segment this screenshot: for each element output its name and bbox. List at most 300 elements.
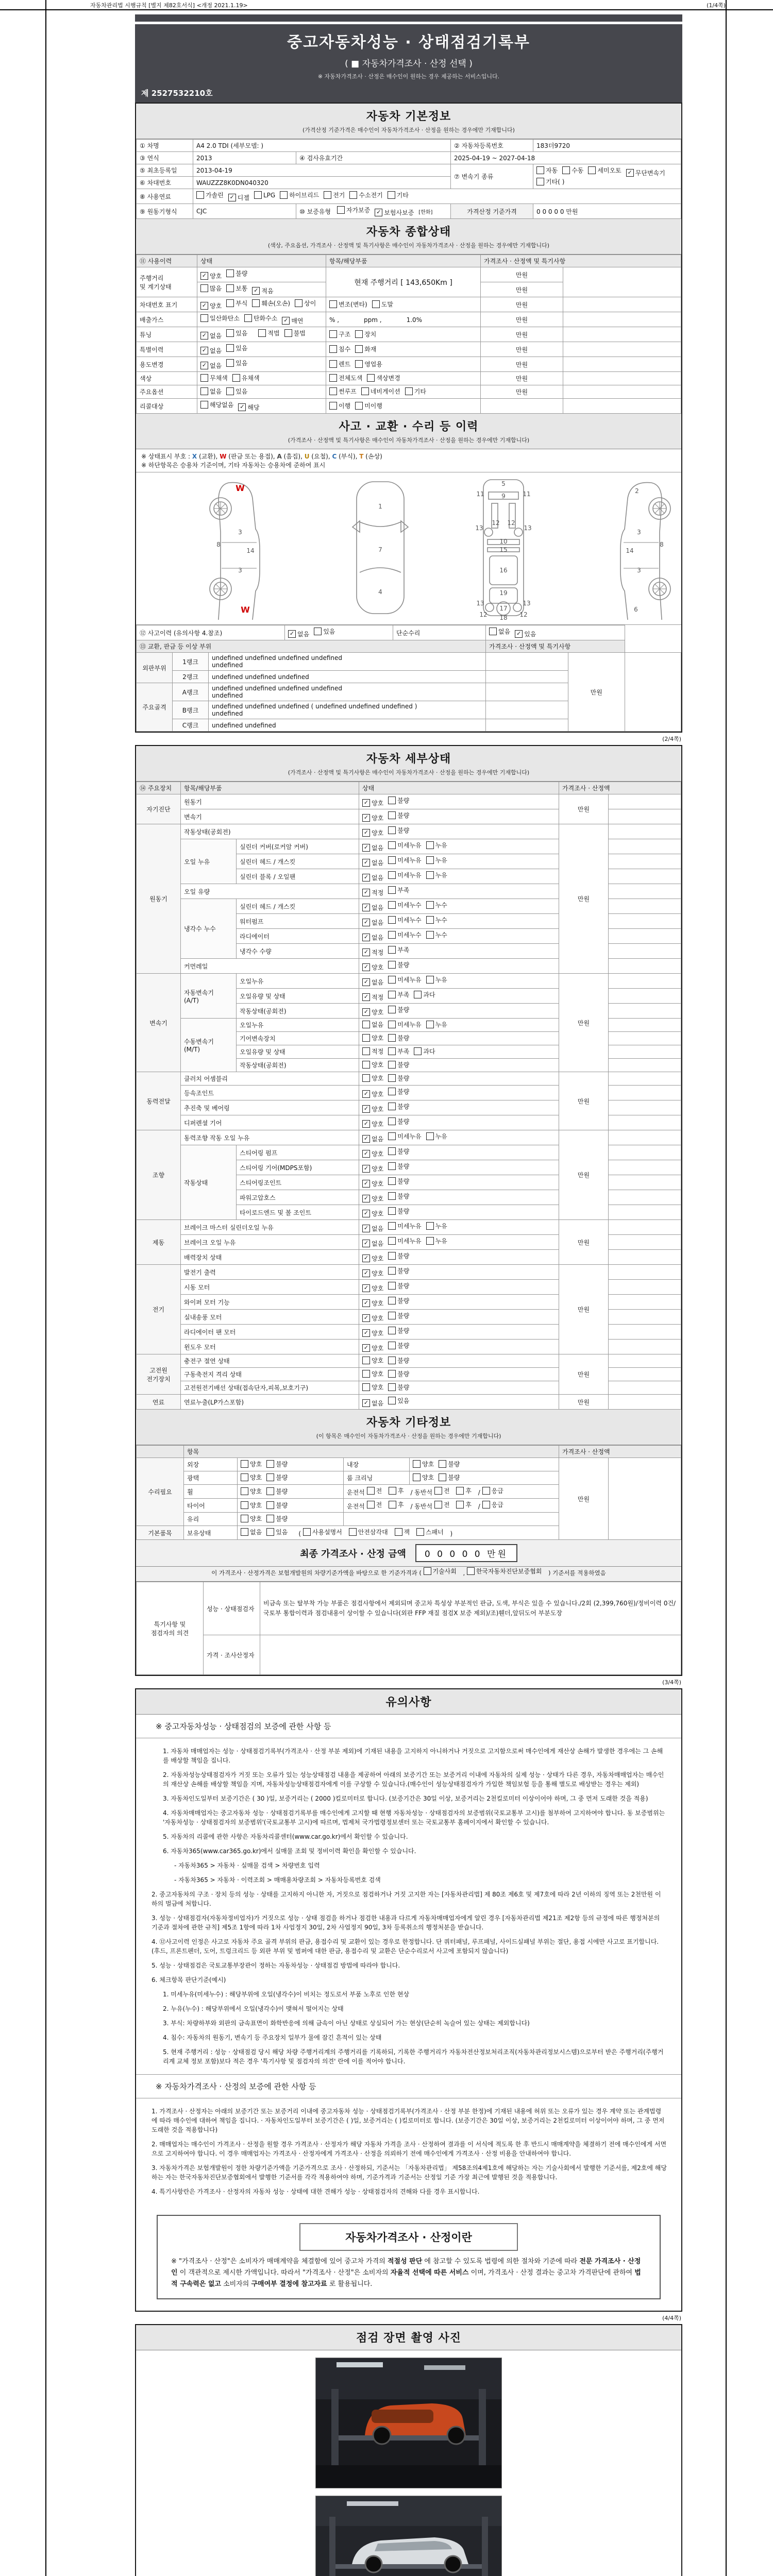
checkbox-box[interactable] xyxy=(424,1567,431,1575)
checkbox-불량[interactable] xyxy=(439,1460,460,1468)
checkbox-양호[interactable] xyxy=(362,1284,383,1293)
checkbox-불량[interactable] xyxy=(388,1192,409,1200)
checkbox-불량[interactable] xyxy=(266,1501,288,1510)
checkbox-미세누유[interactable] xyxy=(388,856,421,865)
checkbox-기술사회[interactable] xyxy=(424,1567,457,1575)
checkbox-box[interactable] xyxy=(456,1501,464,1509)
checkbox-하이브리드[interactable] xyxy=(280,191,319,199)
checkbox-해당없음[interactable] xyxy=(200,400,233,409)
checkbox-기타[interactable] xyxy=(388,191,409,199)
checkbox-양호[interactable] xyxy=(362,1356,383,1365)
checkbox-box[interactable] xyxy=(388,886,396,894)
checkbox-box[interactable] xyxy=(362,1074,370,1082)
checkbox-가솔린[interactable] xyxy=(196,191,224,199)
checkbox-box[interactable] xyxy=(388,826,396,834)
checkbox-box[interactable] xyxy=(482,1501,490,1509)
checkbox-장치[interactable] xyxy=(355,330,376,338)
checkbox-box[interactable] xyxy=(284,329,292,337)
checkbox-box[interactable] xyxy=(388,1021,396,1028)
checkbox-불량[interactable] xyxy=(388,826,409,835)
checkbox-box[interactable] xyxy=(266,1460,274,1468)
checkbox-box[interactable] xyxy=(434,1501,442,1509)
checkbox-box[interactable] xyxy=(355,345,363,353)
checkbox-이행[interactable] xyxy=(329,401,350,410)
checkbox-box[interactable] xyxy=(388,1237,396,1245)
checkbox-탄화수소[interactable] xyxy=(244,314,277,323)
checkbox-box[interactable] xyxy=(536,166,544,174)
checkbox-없음[interactable] xyxy=(362,918,383,927)
checkbox-불량[interactable] xyxy=(388,1102,409,1111)
checkbox-기타( )[interactable] xyxy=(536,177,564,186)
checkbox-양호[interactable] xyxy=(362,1329,383,1337)
checkbox-사용설명서[interactable] xyxy=(303,1528,342,1536)
checkbox-침수[interactable] xyxy=(329,345,350,353)
checkbox-양호[interactable] xyxy=(362,1008,383,1016)
checkbox-양호[interactable] xyxy=(362,1254,383,1263)
checkbox-상이[interactable] xyxy=(295,299,316,308)
checkbox-box[interactable] xyxy=(388,946,396,954)
checkbox-box[interactable]: ✓ xyxy=(362,1180,370,1188)
checkbox-양호[interactable] xyxy=(362,1179,383,1188)
checkbox-box[interactable] xyxy=(388,1207,396,1215)
checkbox-box[interactable] xyxy=(367,1501,375,1509)
checkbox-box[interactable] xyxy=(426,1132,434,1140)
checkbox-불량[interactable] xyxy=(388,1356,409,1365)
checkbox-box[interactable] xyxy=(361,387,369,395)
checkbox-box[interactable] xyxy=(388,191,395,199)
checkbox-box[interactable] xyxy=(388,1147,396,1155)
checkbox-양호[interactable] xyxy=(362,1369,383,1378)
checkbox-box[interactable] xyxy=(426,931,434,939)
checkbox-box[interactable]: ✓ xyxy=(362,934,370,941)
checkbox-양호[interactable] xyxy=(241,1473,262,1482)
checkbox-없음[interactable] xyxy=(362,1134,383,1143)
checkbox-box[interactable] xyxy=(226,387,234,395)
checkbox-화재[interactable] xyxy=(355,345,376,353)
checkbox-box[interactable]: ✓ xyxy=(362,1225,370,1232)
checkbox-box[interactable] xyxy=(388,1357,396,1364)
checkbox-누유[interactable] xyxy=(426,1222,447,1230)
checkbox-box[interactable]: ✓ xyxy=(200,362,208,369)
checkbox-보험사보증[interactable] xyxy=(375,208,414,217)
checkbox-box[interactable] xyxy=(389,1487,396,1495)
checkbox-불량[interactable] xyxy=(388,1251,409,1260)
checkbox-box[interactable] xyxy=(226,329,234,337)
checkbox-box[interactable] xyxy=(388,811,396,819)
checkbox-box[interactable] xyxy=(388,1297,396,1304)
checkbox-box[interactable] xyxy=(266,1487,274,1495)
checkbox-box[interactable]: ✓ xyxy=(362,844,370,852)
checkbox-box[interactable] xyxy=(355,330,363,338)
checkbox-box[interactable]: ✓ xyxy=(362,1008,370,1016)
checkbox-box[interactable] xyxy=(395,1528,402,1536)
checkbox-불량[interactable] xyxy=(388,796,409,805)
checkbox-양호[interactable] xyxy=(362,1194,383,1203)
checkbox-일산화탄소[interactable] xyxy=(200,314,240,323)
checkbox-누유[interactable] xyxy=(426,975,447,984)
checkbox-없음[interactable] xyxy=(362,978,383,987)
checkbox-box[interactable] xyxy=(226,284,234,292)
checkbox-변조(변타)[interactable] xyxy=(329,300,367,309)
checkbox-box[interactable] xyxy=(536,178,544,185)
checkbox-있음[interactable] xyxy=(226,329,247,337)
checkbox-box[interactable]: ✓ xyxy=(362,1329,370,1337)
checkbox-디젤[interactable] xyxy=(228,193,249,202)
checkbox-양호[interactable] xyxy=(362,1060,383,1069)
checkbox-box[interactable] xyxy=(329,387,337,395)
checkbox-box[interactable]: ✓ xyxy=(362,993,370,1001)
checkbox-box[interactable] xyxy=(232,374,240,382)
checkbox-있음[interactable] xyxy=(226,344,247,352)
checkbox-없음[interactable] xyxy=(288,630,309,638)
checkbox-box[interactable]: ✓ xyxy=(200,347,208,354)
checkbox-box[interactable] xyxy=(329,360,337,368)
checkbox-box[interactable]: ✓ xyxy=(362,1344,370,1352)
checkbox-미세누유[interactable] xyxy=(388,871,421,879)
checkbox-불법[interactable] xyxy=(284,329,306,337)
checkbox-썬루프[interactable] xyxy=(329,387,357,396)
checkbox-없음[interactable] xyxy=(362,873,383,882)
checkbox-box[interactable]: ✓ xyxy=(362,1255,370,1262)
checkbox-양호[interactable] xyxy=(413,1460,434,1468)
checkbox-box[interactable] xyxy=(266,1528,274,1536)
checkbox-없음[interactable] xyxy=(200,361,222,370)
checkbox-전기[interactable] xyxy=(324,191,345,199)
checkbox-box[interactable] xyxy=(426,901,434,909)
checkbox-불량[interactable] xyxy=(388,1162,409,1171)
checkbox-없음[interactable] xyxy=(200,331,222,340)
checkbox-box[interactable]: ✓ xyxy=(362,859,370,867)
checkbox-영업용[interactable] xyxy=(355,360,382,368)
checkbox-불량[interactable] xyxy=(388,1087,409,1096)
checkbox-box[interactable]: ✓ xyxy=(362,1314,370,1322)
checkbox-box[interactable] xyxy=(280,191,288,199)
checkbox-누수[interactable] xyxy=(426,916,447,924)
checkbox-미세누유[interactable] xyxy=(388,1222,421,1230)
checkbox-box[interactable] xyxy=(388,931,396,939)
checkbox-box[interactable] xyxy=(388,976,396,984)
checkbox-box[interactable] xyxy=(562,166,570,174)
checkbox-후[interactable] xyxy=(456,1500,472,1509)
checkbox-불량[interactable] xyxy=(388,811,409,820)
checkbox-box[interactable]: ✓ xyxy=(362,829,370,837)
checkbox-매연[interactable] xyxy=(282,316,303,325)
checkbox-box[interactable] xyxy=(329,402,337,410)
checkbox-양호[interactable] xyxy=(362,1164,383,1173)
checkbox-불량[interactable] xyxy=(388,1311,409,1320)
checkbox-불량[interactable] xyxy=(226,269,247,278)
checkbox-box[interactable] xyxy=(355,360,363,368)
checkbox-box[interactable]: ✓ xyxy=(362,889,370,896)
checkbox-없음[interactable] xyxy=(362,1020,383,1029)
checkbox-누수[interactable] xyxy=(426,901,447,909)
checkbox-box[interactable] xyxy=(482,1487,490,1495)
checkbox-불량[interactable] xyxy=(388,1281,409,1290)
checkbox-box[interactable] xyxy=(196,191,204,199)
checkbox-box[interactable]: ✓ xyxy=(252,287,260,295)
checkbox-미세누유[interactable] xyxy=(388,1236,421,1245)
checkbox-있음[interactable] xyxy=(314,627,335,636)
checkbox-box[interactable] xyxy=(329,300,337,308)
checkbox-box[interactable] xyxy=(200,374,208,382)
checkbox-전[interactable] xyxy=(434,1500,450,1509)
checkbox-box[interactable] xyxy=(388,1034,396,1042)
checkbox-box[interactable] xyxy=(388,1047,396,1055)
checkbox-양호[interactable] xyxy=(362,1033,383,1042)
checkbox-box[interactable] xyxy=(362,1357,370,1364)
checkbox-box[interactable] xyxy=(388,1267,396,1275)
checkbox-양호[interactable] xyxy=(413,1473,434,1482)
checkbox-미세누수[interactable] xyxy=(388,916,421,924)
checkbox-있음[interactable] xyxy=(388,1396,409,1405)
checkbox-양호[interactable] xyxy=(362,799,383,807)
checkbox-양호[interactable] xyxy=(362,1074,383,1082)
checkbox-box[interactable] xyxy=(413,1473,421,1481)
checkbox-box[interactable] xyxy=(388,1177,396,1185)
checkbox-box[interactable] xyxy=(226,359,234,367)
checkbox-불량[interactable] xyxy=(388,1060,409,1069)
checkbox-box[interactable]: ✓ xyxy=(362,1269,370,1277)
checkbox-부족[interactable] xyxy=(388,990,409,999)
checkbox-box[interactable] xyxy=(349,1528,357,1536)
checkbox-부족[interactable] xyxy=(388,886,409,894)
checkbox-box[interactable]: ✓ xyxy=(362,1165,370,1173)
checkbox-없음[interactable] xyxy=(200,346,222,355)
checkbox-box[interactable] xyxy=(362,1021,370,1028)
checkbox-양호[interactable] xyxy=(362,1269,383,1278)
checkbox-양호[interactable] xyxy=(362,1314,383,1323)
checkbox-box[interactable] xyxy=(367,1487,375,1495)
checkbox-box[interactable] xyxy=(388,1132,396,1140)
checkbox-box[interactable] xyxy=(362,1034,370,1042)
checkbox-양호[interactable] xyxy=(200,301,222,310)
checkbox-box[interactable] xyxy=(258,329,266,337)
checkbox-있음[interactable] xyxy=(515,630,536,638)
checkbox-양호[interactable] xyxy=(241,1460,262,1468)
checkbox-box[interactable] xyxy=(388,1282,396,1290)
checkbox-box[interactable] xyxy=(388,1397,396,1404)
checkbox-box[interactable] xyxy=(226,299,234,307)
checkbox-box[interactable] xyxy=(349,191,357,199)
checkbox-유채색[interactable] xyxy=(232,374,260,382)
checkbox-box[interactable] xyxy=(241,1487,248,1495)
checkbox-양호[interactable] xyxy=(362,1209,383,1218)
checkbox-응급[interactable] xyxy=(482,1486,503,1495)
checkbox-box[interactable]: ✓ xyxy=(362,978,370,986)
checkbox-box[interactable] xyxy=(388,1117,396,1125)
checkbox-전[interactable] xyxy=(367,1486,382,1495)
checkbox-불량[interactable] xyxy=(388,1296,409,1305)
checkbox-box[interactable] xyxy=(588,166,596,174)
checkbox-미세누수[interactable] xyxy=(388,930,421,939)
checkbox-box[interactable]: ✓ xyxy=(200,332,208,340)
checkbox-box[interactable] xyxy=(413,1460,421,1468)
checkbox-불량[interactable] xyxy=(266,1514,288,1523)
checkbox-전체도색[interactable] xyxy=(329,374,362,382)
checkbox-양호[interactable] xyxy=(241,1487,262,1496)
checkbox-box[interactable]: ✓ xyxy=(362,1210,370,1217)
checkbox-훼손(오손)[interactable] xyxy=(252,299,290,308)
checkbox-누유[interactable] xyxy=(426,871,447,879)
checkbox-과다[interactable] xyxy=(414,1047,435,1056)
checkbox-box[interactable] xyxy=(388,856,396,864)
checkbox-box[interactable]: ✓ xyxy=(200,302,208,310)
checkbox-보통[interactable] xyxy=(226,284,247,293)
checkbox-불량[interactable] xyxy=(266,1473,288,1482)
checkbox-네비게이션[interactable] xyxy=(361,387,400,396)
checkbox-후[interactable] xyxy=(389,1486,404,1495)
checkbox-box[interactable] xyxy=(200,284,208,292)
checkbox-box[interactable]: ✓ xyxy=(362,963,370,971)
checkbox-양호[interactable] xyxy=(362,1120,383,1128)
checkbox-누유[interactable] xyxy=(426,1020,447,1029)
checkbox-후[interactable] xyxy=(389,1500,404,1509)
checkbox-후[interactable] xyxy=(456,1486,472,1495)
checkbox-box[interactable] xyxy=(362,1370,370,1378)
checkbox-box[interactable] xyxy=(388,961,396,969)
checkbox-과다[interactable] xyxy=(414,990,435,999)
checkbox-box[interactable] xyxy=(388,1103,396,1110)
checkbox-box[interactable] xyxy=(388,1312,396,1319)
checkbox-불량[interactable] xyxy=(439,1473,460,1482)
checkbox-box[interactable] xyxy=(426,976,434,984)
checkbox-부족[interactable] xyxy=(388,1047,409,1056)
checkbox-누유[interactable] xyxy=(426,841,447,850)
checkbox-양호[interactable] xyxy=(362,1344,383,1352)
checkbox-부식[interactable] xyxy=(226,299,247,308)
checkbox-box[interactable] xyxy=(414,1047,422,1055)
checkbox-box[interactable] xyxy=(388,1006,396,1013)
checkbox-box[interactable] xyxy=(372,300,380,308)
checkbox-box[interactable] xyxy=(329,330,337,338)
checkbox-불량[interactable] xyxy=(388,1117,409,1126)
checkbox-불량[interactable] xyxy=(388,1207,409,1215)
checkbox-box[interactable]: ✓ xyxy=(515,630,523,638)
checkbox-없음[interactable] xyxy=(362,903,383,912)
checkbox-양호[interactable] xyxy=(241,1514,262,1523)
checkbox-미이행[interactable] xyxy=(355,401,382,410)
checkbox-자동[interactable] xyxy=(536,166,558,175)
checkbox-양호[interactable] xyxy=(362,1105,383,1113)
checkbox-box[interactable] xyxy=(266,1473,274,1481)
checkbox-적정[interactable] xyxy=(362,888,383,897)
checkbox-box[interactable] xyxy=(252,299,260,307)
checkbox-양호[interactable] xyxy=(241,1501,262,1510)
checkbox-있음[interactable] xyxy=(226,387,247,396)
checkbox-불량[interactable] xyxy=(266,1487,288,1496)
checkbox-불량[interactable] xyxy=(388,1074,409,1082)
checkbox-box[interactable]: ✓ xyxy=(228,194,236,201)
checkbox-box[interactable] xyxy=(241,1515,248,1522)
checkbox-box[interactable] xyxy=(489,628,497,635)
checkbox-한국자동차진단보증협회[interactable] xyxy=(467,1567,542,1575)
checkbox-box[interactable] xyxy=(241,1528,248,1536)
checkbox-box[interactable] xyxy=(324,191,331,199)
checkbox-있음[interactable] xyxy=(226,359,247,367)
checkbox-양호[interactable] xyxy=(362,1149,383,1158)
checkbox-색상변경[interactable] xyxy=(367,374,400,382)
checkbox-자가보증[interactable] xyxy=(337,206,370,214)
checkbox-box[interactable] xyxy=(355,402,363,410)
checkbox-box[interactable]: ✓ xyxy=(362,1150,370,1158)
checkbox-적정[interactable] xyxy=(362,948,383,957)
checkbox-없음[interactable] xyxy=(362,1399,383,1408)
checkbox-불량[interactable] xyxy=(388,1177,409,1185)
checkbox-무단변속기[interactable] xyxy=(626,168,665,177)
checkbox-양호[interactable] xyxy=(200,272,222,280)
checkbox-box[interactable]: ✓ xyxy=(362,1090,370,1098)
checkbox-box[interactable] xyxy=(226,344,234,352)
checkbox-box[interactable]: ✓ xyxy=(362,874,370,882)
checkbox-많음[interactable] xyxy=(200,284,222,293)
checkbox-불량[interactable] xyxy=(388,1266,409,1275)
checkbox-양호[interactable] xyxy=(362,963,383,972)
checkbox-box[interactable] xyxy=(266,1515,274,1522)
checkbox-box[interactable] xyxy=(467,1567,475,1575)
checkbox-무채색[interactable] xyxy=(200,374,228,382)
checkbox-box[interactable] xyxy=(200,314,208,322)
checkbox-안전삼각대[interactable] xyxy=(349,1528,388,1536)
checkbox-box[interactable] xyxy=(388,841,396,849)
checkbox-box[interactable]: ✓ xyxy=(238,403,246,411)
checkbox-양호[interactable] xyxy=(362,1090,383,1098)
checkbox-box[interactable] xyxy=(388,1252,396,1260)
checkbox-양호[interactable] xyxy=(362,814,383,822)
checkbox-기타[interactable] xyxy=(405,387,426,396)
checkbox-불량[interactable] xyxy=(388,1005,409,1014)
checkbox-없음[interactable] xyxy=(362,1224,383,1233)
checkbox-미세누유[interactable] xyxy=(388,1132,421,1141)
checkbox-없음[interactable] xyxy=(362,843,383,852)
checkbox-box[interactable]: ✓ xyxy=(362,814,370,822)
checkbox-box[interactable]: ✓ xyxy=(362,1240,370,1247)
checkbox-box[interactable] xyxy=(244,314,252,322)
checkbox-box[interactable] xyxy=(388,1342,396,1349)
checkbox-있음[interactable] xyxy=(266,1528,288,1536)
checkbox-box[interactable] xyxy=(362,1061,370,1069)
checkbox-box[interactable] xyxy=(337,206,345,214)
checkbox-부족[interactable] xyxy=(388,945,409,954)
checkbox-미세누유[interactable] xyxy=(388,1020,421,1029)
checkbox-box[interactable] xyxy=(388,871,396,879)
checkbox-없음[interactable] xyxy=(362,933,383,942)
checkbox-box[interactable] xyxy=(388,901,396,909)
checkbox-미세누유[interactable] xyxy=(388,975,421,984)
checkbox-box[interactable] xyxy=(329,345,337,353)
checkbox-box[interactable] xyxy=(362,1383,370,1391)
checkbox-전[interactable] xyxy=(367,1500,382,1509)
checkbox-불량[interactable] xyxy=(388,1326,409,1335)
checkbox-box[interactable] xyxy=(388,1061,396,1069)
checkbox-잭[interactable] xyxy=(395,1528,410,1536)
checkbox-적법[interactable] xyxy=(258,329,279,337)
checkbox-불량[interactable] xyxy=(388,1383,409,1392)
checkbox-box[interactable] xyxy=(241,1473,248,1481)
checkbox-box[interactable]: ✓ xyxy=(362,1195,370,1202)
checkbox-누유[interactable] xyxy=(426,1132,447,1141)
checkbox-없음[interactable] xyxy=(362,1239,383,1248)
checkbox-box[interactable] xyxy=(241,1501,248,1509)
checkbox-box[interactable] xyxy=(416,1528,424,1536)
checkbox-수동[interactable] xyxy=(562,166,583,175)
checkbox-box[interactable] xyxy=(426,871,434,879)
checkbox-box[interactable] xyxy=(388,1383,396,1391)
checkbox-box[interactable] xyxy=(426,856,434,864)
checkbox-box[interactable]: ✓ xyxy=(362,1120,370,1128)
checkbox-불량[interactable] xyxy=(388,1341,409,1350)
checkbox-box[interactable] xyxy=(388,1370,396,1378)
checkbox-세미오토[interactable] xyxy=(588,166,621,175)
